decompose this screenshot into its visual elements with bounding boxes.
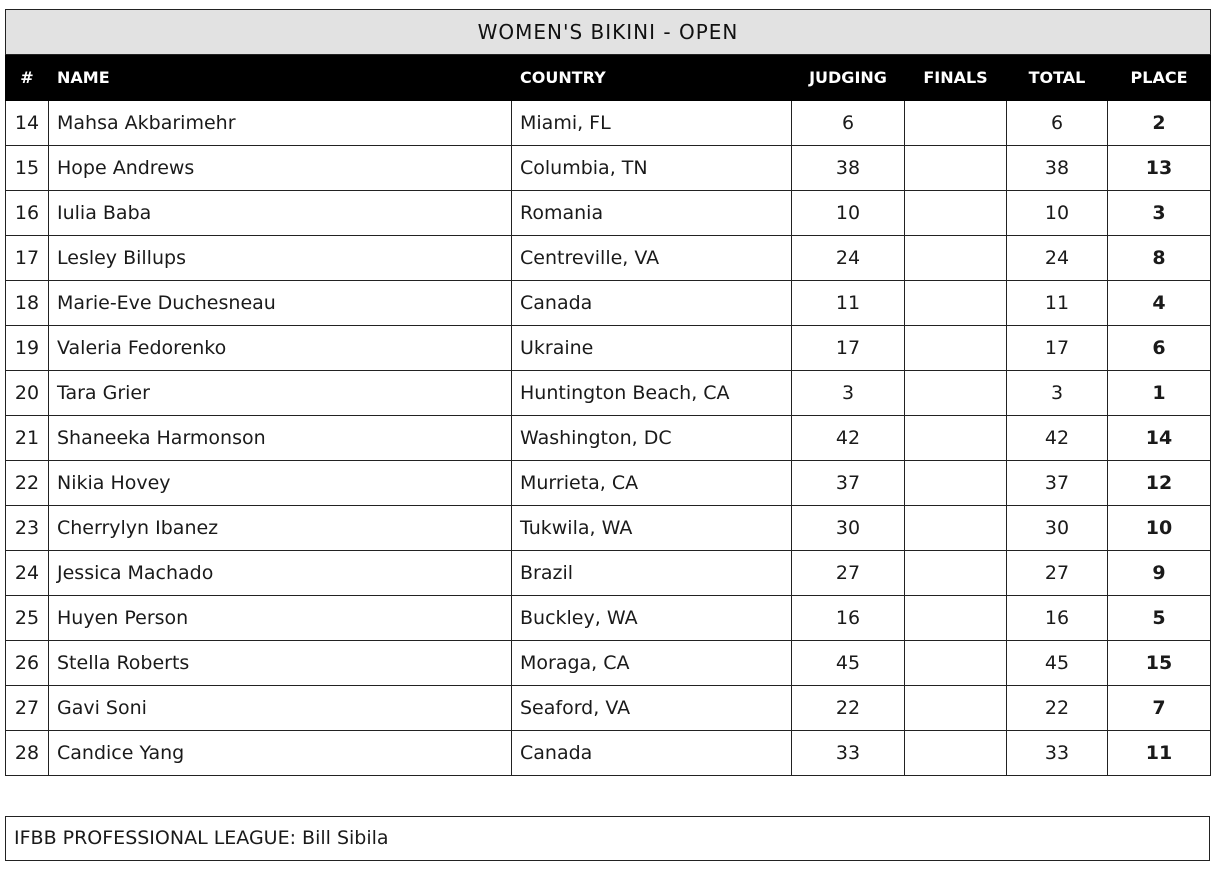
col-header-total: TOTAL (1007, 55, 1108, 101)
cell-judging: 6 (792, 101, 905, 146)
cell-name: Stella Roberts (49, 641, 512, 686)
col-header-name: NAME (49, 55, 512, 101)
cell-place: 13 (1108, 146, 1211, 191)
cell-judging: 11 (792, 281, 905, 326)
cell-total: 37 (1007, 461, 1108, 506)
cell-num: 14 (6, 101, 49, 146)
table-row (6, 371, 1211, 416)
cell-total: 3 (1007, 371, 1108, 416)
cell-place: 8 (1108, 236, 1211, 281)
col-header-finals: FINALS (905, 55, 1007, 101)
cell-finals (905, 551, 1007, 596)
cell-name: Valeria Fedorenko (49, 326, 512, 371)
footer-text: IFBB PROFESSIONAL LEAGUE: Bill Sibila (14, 827, 389, 849)
cell-total: 30 (1007, 506, 1108, 551)
cell-name: Hope Andrews (49, 146, 512, 191)
cell-country: Miami, FL (512, 101, 792, 146)
cell-finals (905, 371, 1007, 416)
cell-total: 45 (1007, 641, 1108, 686)
cell-finals (905, 416, 1007, 461)
cell-finals (905, 731, 1007, 776)
cell-total: 6 (1007, 101, 1108, 146)
cell-num: 19 (6, 326, 49, 371)
cell-total: 42 (1007, 416, 1108, 461)
cell-judging: 3 (792, 371, 905, 416)
cell-name: Candice Yang (49, 731, 512, 776)
cell-judging: 24 (792, 236, 905, 281)
cell-country: Seaford, VA (512, 686, 792, 731)
cell-num: 24 (6, 551, 49, 596)
cell-num: 20 (6, 371, 49, 416)
cell-judging: 30 (792, 506, 905, 551)
cell-num: 17 (6, 236, 49, 281)
cell-num: 15 (6, 146, 49, 191)
cell-total: 27 (1007, 551, 1108, 596)
table-row (6, 101, 1211, 146)
cell-total: 16 (1007, 596, 1108, 641)
cell-num: 27 (6, 686, 49, 731)
cell-total: 33 (1007, 731, 1108, 776)
cell-finals (905, 686, 1007, 731)
cell-country: Romania (512, 191, 792, 236)
cell-name: Huyen Person (49, 596, 512, 641)
cell-place: 11 (1108, 731, 1211, 776)
cell-finals (905, 191, 1007, 236)
cell-num: 18 (6, 281, 49, 326)
cell-judging: 22 (792, 686, 905, 731)
cell-finals (905, 281, 1007, 326)
cell-finals (905, 461, 1007, 506)
table-row (6, 461, 1211, 506)
cell-country: Buckley, WA (512, 596, 792, 641)
cell-judging: 10 (792, 191, 905, 236)
cell-judging: 38 (792, 146, 905, 191)
table-row (6, 506, 1211, 551)
cell-country: Moraga, CA (512, 641, 792, 686)
cell-name: Mahsa Akbarimehr (49, 101, 512, 146)
cell-name: Marie-Eve Duchesneau (49, 281, 512, 326)
cell-name: Cherrylyn Ibanez (49, 506, 512, 551)
cell-total: 17 (1007, 326, 1108, 371)
table-row (6, 416, 1211, 461)
cell-judging: 16 (792, 596, 905, 641)
cell-name: Shaneeka Harmonson (49, 416, 512, 461)
table-row (6, 731, 1211, 776)
cell-finals (905, 641, 1007, 686)
cell-finals (905, 326, 1007, 371)
cell-country: Huntington Beach, CA (512, 371, 792, 416)
cell-name: Iulia Baba (49, 191, 512, 236)
cell-finals (905, 101, 1007, 146)
cell-place: 14 (1108, 416, 1211, 461)
cell-num: 22 (6, 461, 49, 506)
cell-place: 7 (1108, 686, 1211, 731)
cell-finals (905, 146, 1007, 191)
cell-place: 6 (1108, 326, 1211, 371)
cell-judging: 27 (792, 551, 905, 596)
cell-place: 10 (1108, 506, 1211, 551)
cell-country: Brazil (512, 551, 792, 596)
table-row (6, 281, 1211, 326)
cell-place: 5 (1108, 596, 1211, 641)
cell-finals (905, 506, 1007, 551)
cell-place: 2 (1108, 101, 1211, 146)
cell-country: Columbia, TN (512, 146, 792, 191)
cell-total: 10 (1007, 191, 1108, 236)
cell-country: Canada (512, 281, 792, 326)
cell-country: Canada (512, 731, 792, 776)
cell-country: Ukraine (512, 326, 792, 371)
cell-place: 4 (1108, 281, 1211, 326)
cell-judging: 42 (792, 416, 905, 461)
table-title: WOMEN'S BIKINI - OPEN (6, 10, 1211, 55)
col-header-judging: JUDGING (792, 55, 905, 101)
cell-judging: 37 (792, 461, 905, 506)
cell-judging: 17 (792, 326, 905, 371)
table-row (6, 146, 1211, 191)
cell-num: 25 (6, 596, 49, 641)
cell-finals (905, 236, 1007, 281)
table-row (6, 686, 1211, 731)
cell-total: 38 (1007, 146, 1108, 191)
cell-name: Gavi Soni (49, 686, 512, 731)
cell-place: 15 (1108, 641, 1211, 686)
col-header-country: COUNTRY (512, 55, 792, 101)
cell-total: 24 (1007, 236, 1108, 281)
cell-judging: 45 (792, 641, 905, 686)
table-row (6, 596, 1211, 641)
cell-num: 21 (6, 416, 49, 461)
cell-name: Lesley Billups (49, 236, 512, 281)
cell-num: 16 (6, 191, 49, 236)
cell-total: 22 (1007, 686, 1108, 731)
cell-num: 23 (6, 506, 49, 551)
cell-place: 12 (1108, 461, 1211, 506)
table-row (6, 236, 1211, 281)
cell-name: Jessica Machado (49, 551, 512, 596)
cell-num: 28 (6, 731, 49, 776)
results-table (5, 9, 1211, 776)
cell-total: 11 (1007, 281, 1108, 326)
cell-name: Tara Grier (49, 371, 512, 416)
col-header-num: # (6, 55, 49, 101)
cell-place: 1 (1108, 371, 1211, 416)
col-header-place: PLACE (1108, 55, 1211, 101)
cell-country: Murrieta, CA (512, 461, 792, 506)
table-row (6, 191, 1211, 236)
cell-country: Tukwila, WA (512, 506, 792, 551)
cell-num: 26 (6, 641, 49, 686)
cell-judging: 33 (792, 731, 905, 776)
table-row (6, 326, 1211, 371)
cell-finals (905, 596, 1007, 641)
table-row (6, 551, 1211, 596)
cell-name: Nikia Hovey (49, 461, 512, 506)
cell-place: 3 (1108, 191, 1211, 236)
cell-country: Washington, DC (512, 416, 792, 461)
footer-box (5, 816, 1210, 861)
cell-country: Centreville, VA (512, 236, 792, 281)
table-row (6, 641, 1211, 686)
cell-place: 9 (1108, 551, 1211, 596)
